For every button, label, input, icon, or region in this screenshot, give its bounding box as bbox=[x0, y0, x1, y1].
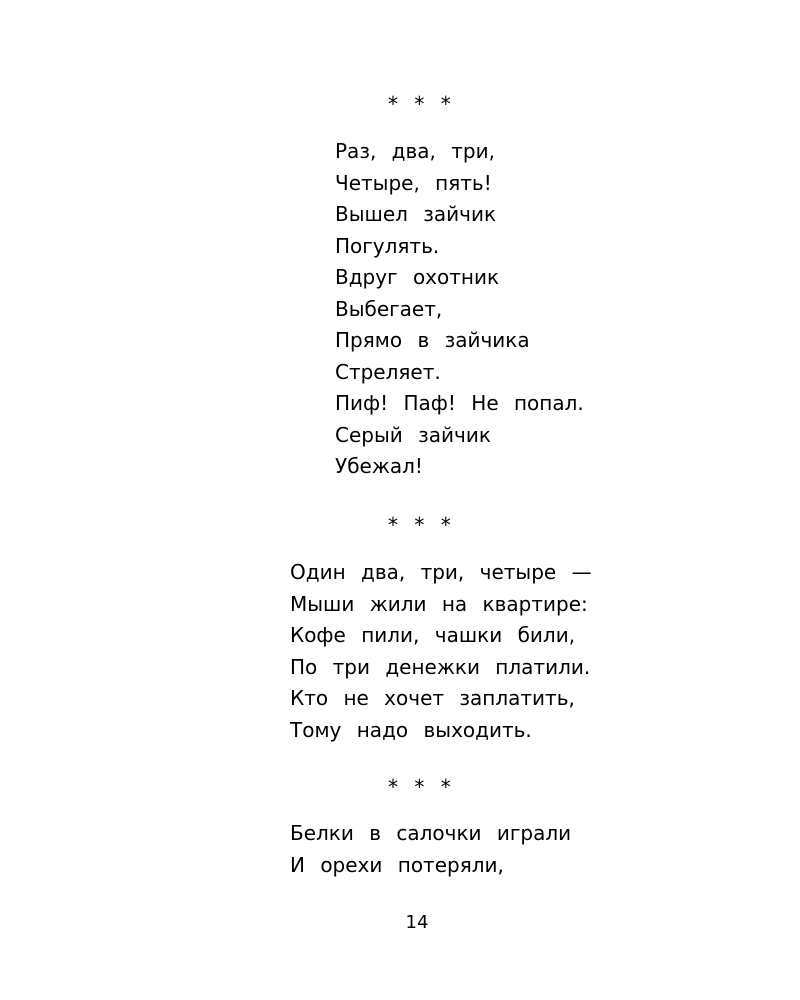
poem-rhyme-2 bbox=[290, 557, 592, 746]
poem-line: Убежал! bbox=[335, 454, 423, 478]
page-number: 14 bbox=[405, 912, 429, 933]
poem-line: Тому надо выходить. bbox=[290, 717, 532, 742]
poem-line: Белки в салочки играли bbox=[290, 821, 572, 845]
poem-line: Кофе пили, чашки били, bbox=[290, 623, 576, 647]
poem-rhyme-3 bbox=[290, 818, 571, 881]
poem-line: Мыши жили на квартире: bbox=[290, 591, 588, 616]
poem-line: Выбегает, bbox=[335, 296, 443, 321]
poem-line: Кто не хочет заплатить, bbox=[290, 686, 575, 710]
section-separator: * * * bbox=[388, 513, 451, 537]
poem-line: Погулять. bbox=[335, 233, 440, 258]
poem-rhyme-1 bbox=[335, 136, 584, 483]
poem-line: Вдруг охотник bbox=[335, 265, 500, 289]
section-separator: * * * bbox=[388, 775, 451, 799]
poem-line: Четыре, пять! bbox=[335, 170, 492, 195]
poem-line: Прямо в зайчика bbox=[335, 328, 530, 352]
poem-line: По три денежки платили. bbox=[290, 654, 591, 679]
poem-line: Раз, два, три, bbox=[335, 139, 495, 163]
poem-line: Стреляет. bbox=[335, 359, 441, 384]
poem-line: И орехи потеряли, bbox=[290, 852, 504, 877]
poem-line: Вышел зайчик bbox=[335, 202, 497, 226]
poem-line: Пиф! Паф! Не попал. bbox=[335, 391, 584, 415]
poem-line: Серый зайчик bbox=[335, 422, 491, 447]
poem-line: Один два, три, четыре — bbox=[290, 560, 592, 584]
section-separator: * * * bbox=[388, 92, 451, 116]
